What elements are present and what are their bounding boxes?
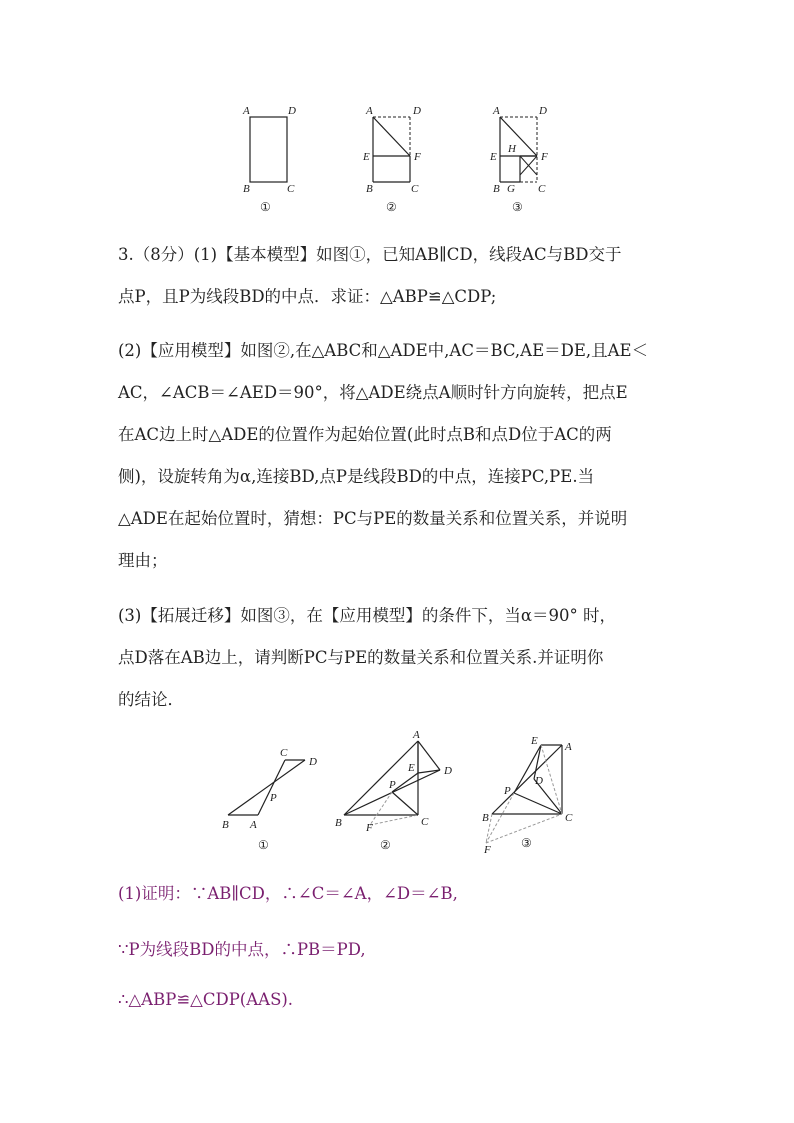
answer-line-2: ∵P为线段BD的中点，∴PB＝PD, bbox=[118, 940, 366, 959]
caption: ② bbox=[386, 200, 397, 214]
caption: ③ bbox=[521, 836, 532, 850]
label-F: F bbox=[414, 151, 421, 163]
label-C: C bbox=[287, 183, 295, 195]
label-F: F bbox=[366, 822, 373, 834]
bottom-figure-2 bbox=[335, 729, 452, 852]
label-D: D bbox=[288, 105, 296, 117]
problem-line: (3)【拓展迁移】如图③，在【应用模型】的条件下，当α＝90° 时， bbox=[118, 606, 617, 625]
label-C: C bbox=[421, 816, 429, 828]
label-E: E bbox=[363, 151, 370, 163]
label-H: H bbox=[508, 143, 516, 155]
problem-line: 在AC边上时△ADE的位置作为起始位置(此时点B和点D位于AC的两 bbox=[118, 425, 612, 444]
problem-line: △ADE在起始位置时，猜想：PC与PE的数量关系和位置关系，并说明 bbox=[118, 509, 628, 528]
problem-text-part2 bbox=[118, 330, 688, 582]
label-P: P bbox=[270, 792, 277, 804]
label-F: F bbox=[484, 844, 491, 856]
problem-line: AC，∠ACB＝∠AED＝90°，将△ADE绕点A顺时针方向旋转，把点E bbox=[118, 383, 628, 402]
problem-line: 侧)，设旋转角为α,连接BD,点P是线段BD的中点，连接PC,PE.当 bbox=[118, 467, 595, 486]
label-A: A bbox=[250, 819, 257, 831]
bottom-figure-3 bbox=[482, 735, 573, 856]
label-B: B bbox=[222, 819, 229, 831]
label-G: G bbox=[507, 183, 515, 195]
problem-text bbox=[118, 234, 688, 318]
label-E: E bbox=[490, 151, 497, 163]
label-E: E bbox=[531, 735, 538, 747]
problem-line: (2)【应用模型】如图②,在△ABC和△ADE中,AC＝BC,AE＝DE,且AE＜ bbox=[118, 341, 649, 360]
top-figures bbox=[0, 0, 794, 230]
problem-line: 3.（8分）(1)【基本模型】如图①，已知AB∥CD，线段AC与BD交于 bbox=[118, 245, 622, 264]
label-P: P bbox=[389, 779, 396, 791]
label-C: C bbox=[411, 183, 419, 195]
bottom-figure-1 bbox=[222, 747, 317, 852]
label-F: F bbox=[541, 151, 548, 163]
answer-line-3: ∴△ABP≌△CDP(AAS). bbox=[118, 990, 294, 1009]
label-B: B bbox=[493, 183, 500, 195]
label-D: D bbox=[413, 105, 421, 117]
label-C: C bbox=[280, 747, 288, 759]
top-figure-3 bbox=[489, 105, 548, 214]
caption: ② bbox=[380, 838, 391, 852]
label-C: C bbox=[565, 812, 573, 824]
label-A: A bbox=[413, 729, 420, 741]
caption: ③ bbox=[512, 200, 523, 214]
label-E: E bbox=[408, 762, 415, 774]
label-D: D bbox=[444, 765, 452, 777]
label-D: D bbox=[539, 105, 547, 117]
label-A: A bbox=[565, 741, 572, 753]
caption: ① bbox=[258, 838, 269, 852]
label-B: B bbox=[243, 183, 250, 195]
label-B: B bbox=[335, 817, 342, 829]
label-A: A bbox=[243, 105, 250, 117]
label-D: D bbox=[309, 756, 317, 768]
label-P: P bbox=[504, 785, 511, 797]
top-figure-2 bbox=[362, 105, 421, 214]
label-A: A bbox=[493, 105, 500, 117]
label-B: B bbox=[482, 812, 489, 824]
rectangle-abcd bbox=[250, 117, 287, 182]
problem-text-part3 bbox=[118, 595, 688, 721]
label-D: D bbox=[535, 775, 543, 787]
problem-line: 点P，且P为线段BD的中点．求证：△ABP≌△CDP; bbox=[118, 287, 497, 306]
problem-line: 的结论． bbox=[118, 690, 184, 709]
bottom-figures bbox=[0, 725, 794, 860]
label-B: B bbox=[366, 183, 373, 195]
answer-line-1: (1)证明：∵AB∥CD，∴∠C＝∠A，∠D＝∠B, bbox=[118, 884, 458, 903]
label-A: A bbox=[366, 105, 373, 117]
problem-line: 点D落在AB边上，请判断PC与PE的数量关系和位置关系.并证明你 bbox=[118, 648, 604, 667]
label-C: C bbox=[538, 183, 546, 195]
top-figure-1 bbox=[242, 105, 296, 214]
caption: ① bbox=[260, 200, 271, 214]
problem-line: 理由； bbox=[118, 551, 168, 570]
